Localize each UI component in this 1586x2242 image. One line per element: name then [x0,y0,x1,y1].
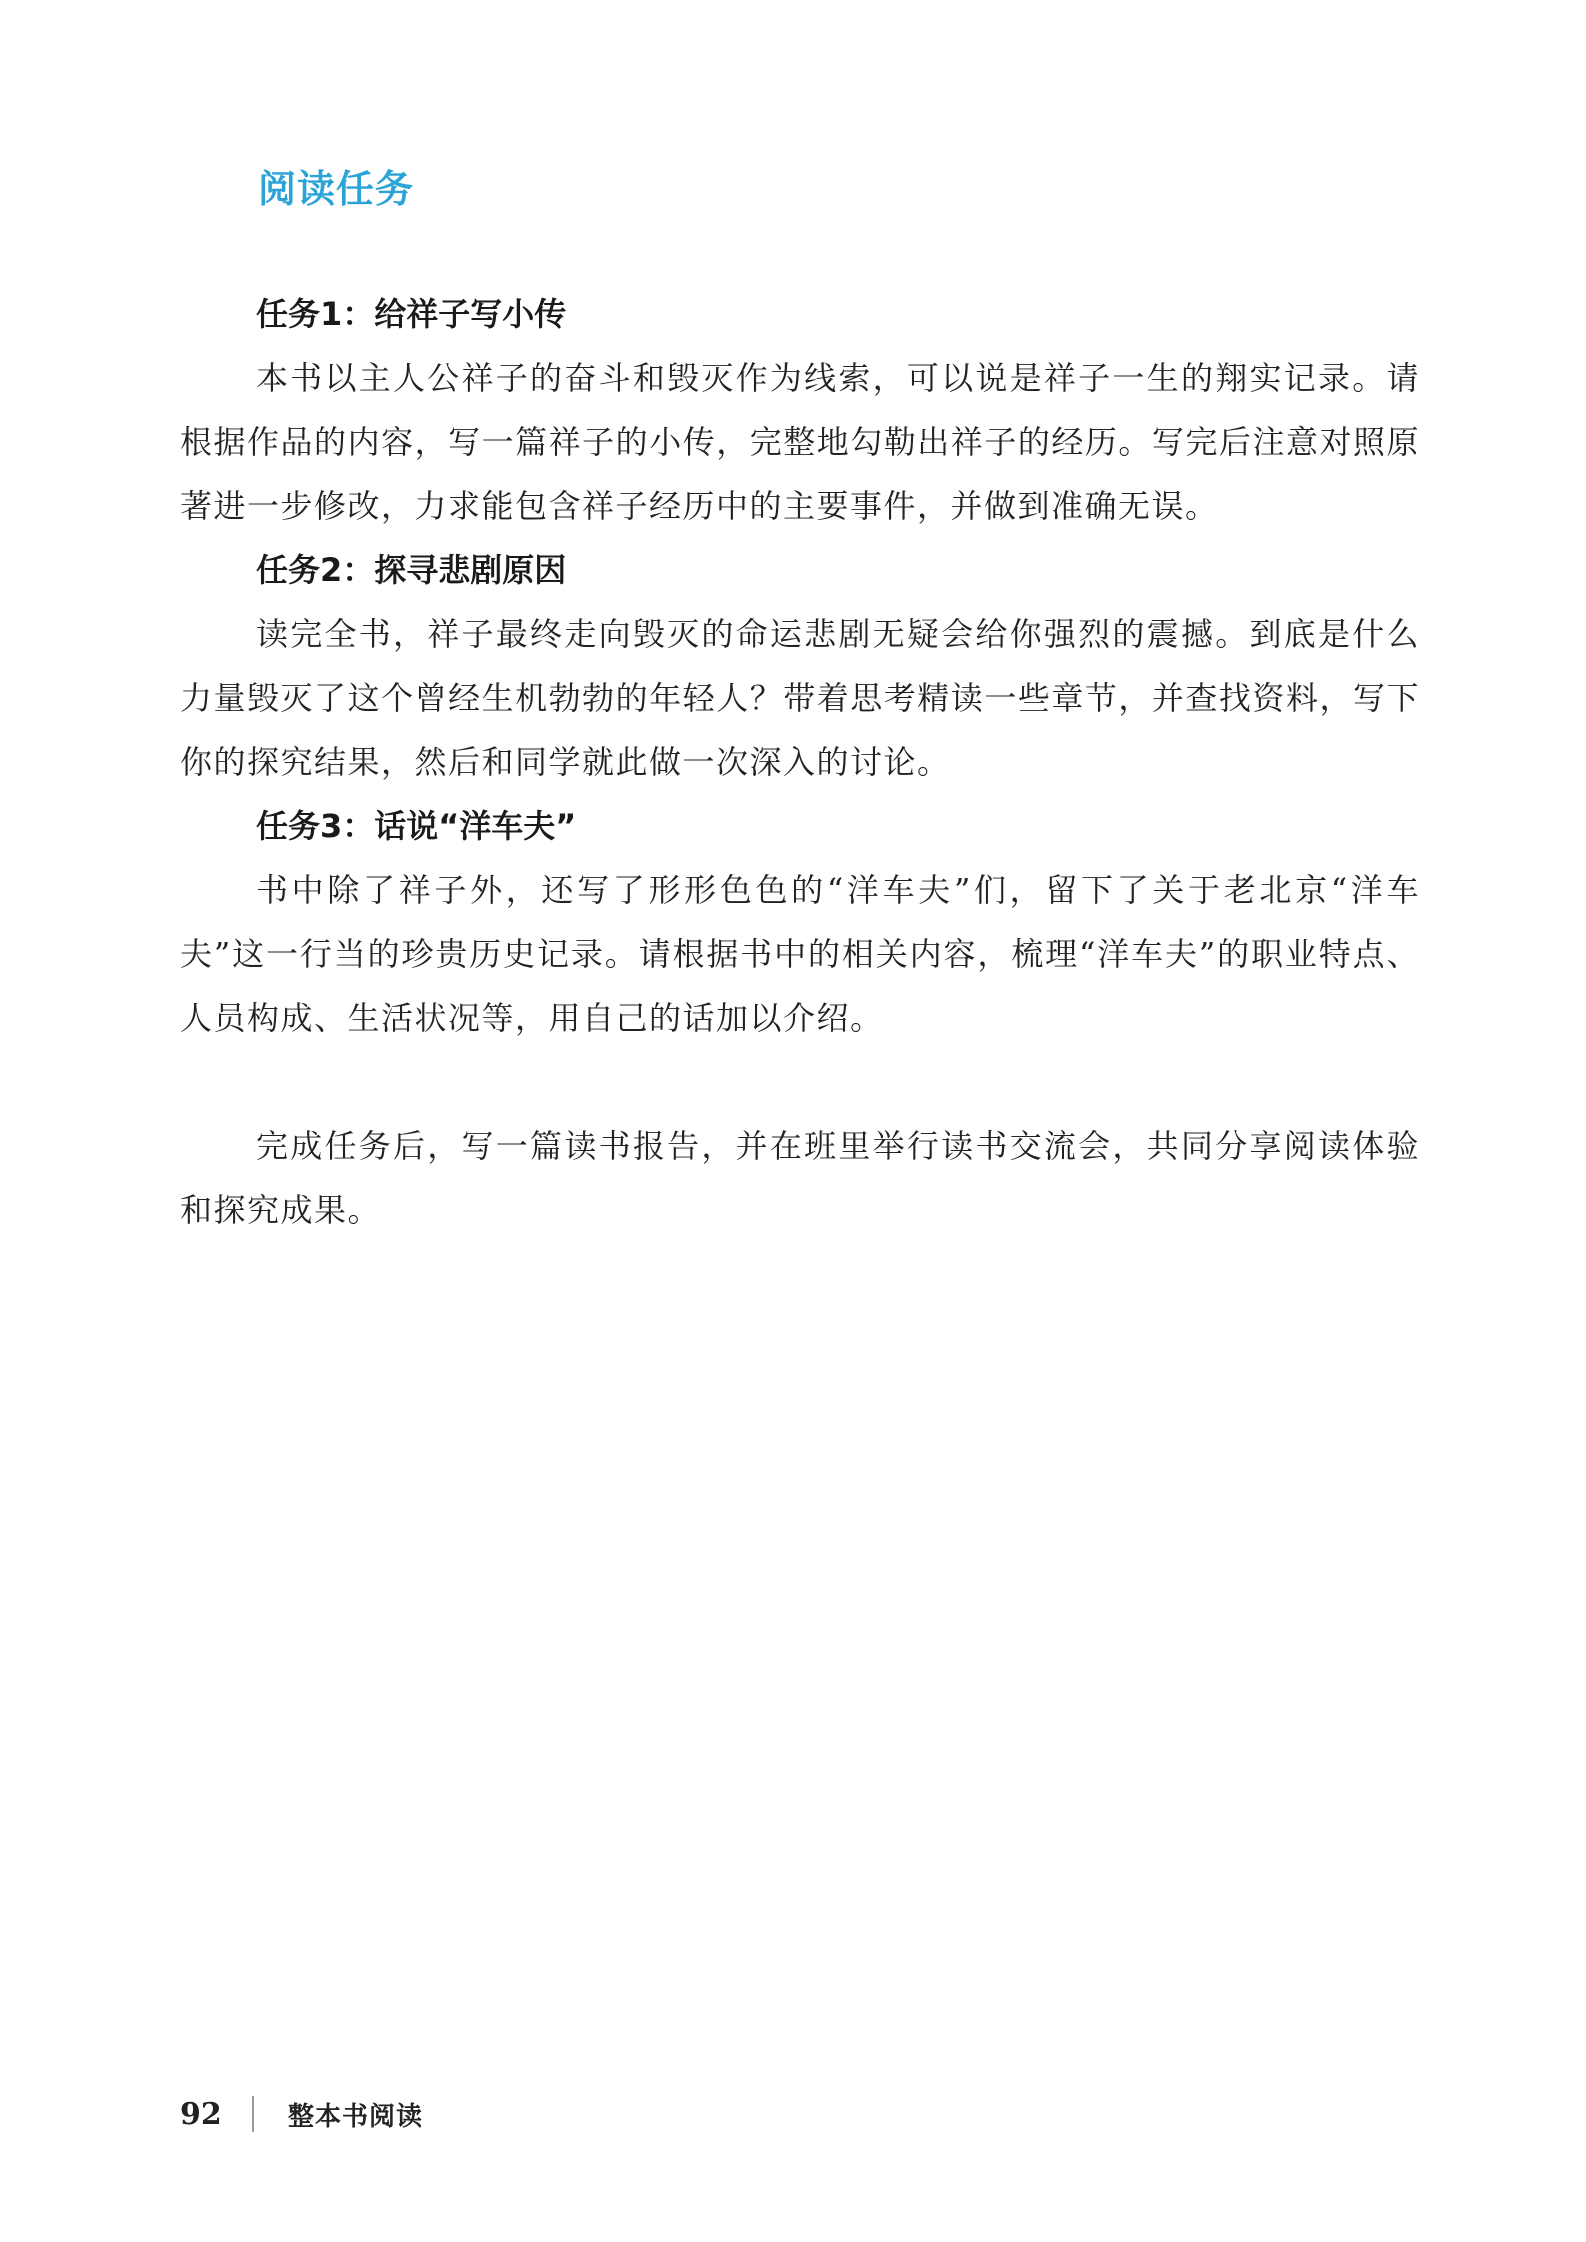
task-1-title: 任务1：给祥子写小传 [256,295,567,333]
task-2-body: 读完全书，祥子最终走向毁灭的命运悲剧无疑会给你强烈的震撼。到底是什么力量毁灭了这个曾经生机勃勃的年轻人？带着思考精读一些章节，并查找资料，写下你的探究结果，然后和同学就此做一次深入的讨论。 [180,615,1420,781]
task-1-body: 本书以主人公祥子的奋斗和毁灭作为线索，可以说是祥子一生的翔实记录。请根据作品的内容，写一篇祥子的小传，完整地勾勒出祥子的经历。写完后注意对照原著进一步修改，力求能包含祥子经历中的主要事件，并做到准确无误。 [180,359,1420,525]
paragraph-gap [180,1050,1420,1114]
page-number: 92 [180,2096,222,2132]
page-footer [180,2094,423,2134]
content-body [180,282,1420,1242]
task-2-title: 任务2：探寻悲剧原因 [256,551,567,589]
task-3-title: 任务3：话说“洋车夫” [256,807,577,845]
section-title: 阅读任务 [258,167,415,211]
footer-divider [252,2096,254,2132]
conclusion-paragraph: 完成任务后，写一篇读书报告，并在班里举行读书交流会，共同分享阅读体验和探究成果。 [180,1127,1420,1229]
book-label: 整本书阅读 [288,2101,424,2132]
task-3-body: 书中除了祥子外，还写了形形色色的“洋车夫”们，留下了关于老北京“洋车夫”这一行当的珍贵历史记录。请根据书中的相关内容，梳理“洋车夫”的职业特点、人员构成、生活状况等，用自己的话加以介绍。 [180,871,1420,1037]
